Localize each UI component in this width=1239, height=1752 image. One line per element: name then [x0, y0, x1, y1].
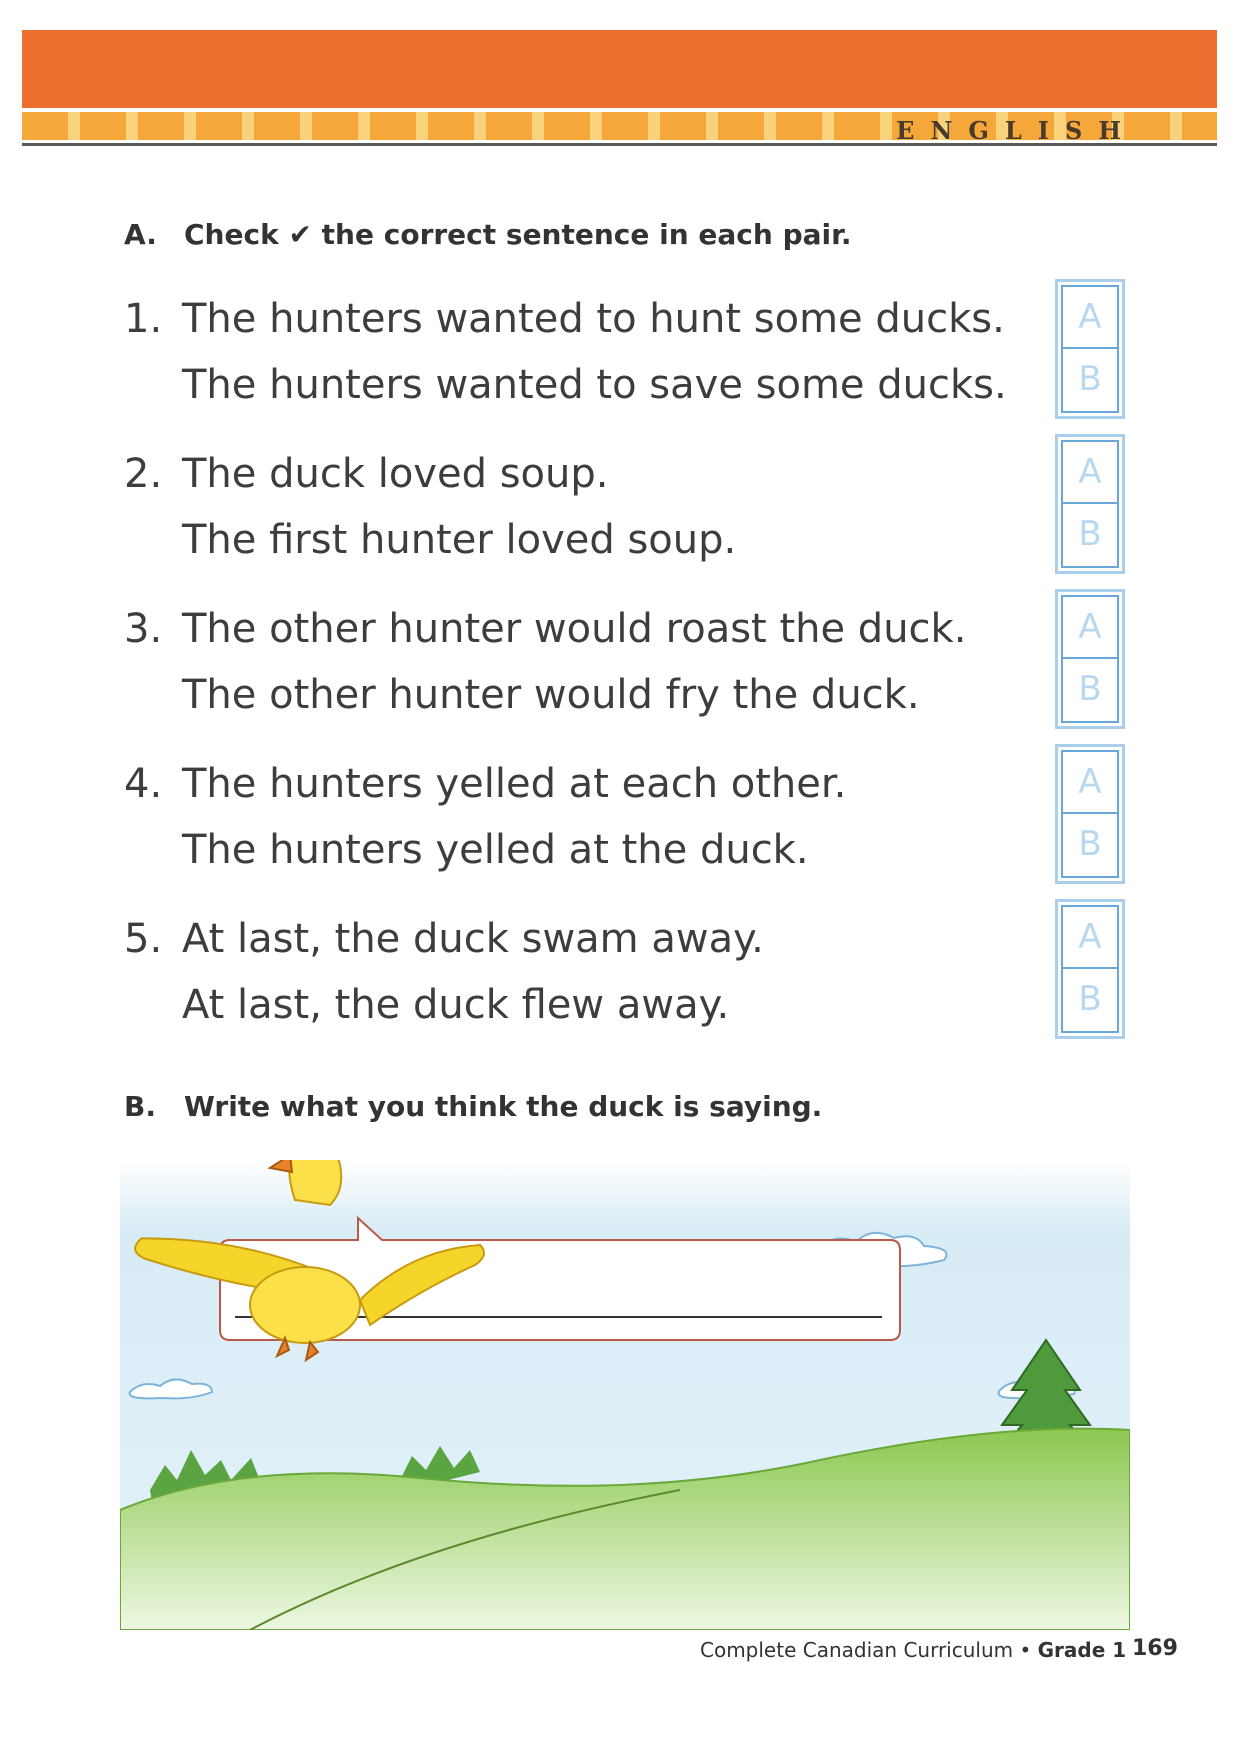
section-a-letter: A. [124, 218, 157, 251]
question-5 [124, 906, 1044, 1038]
checkmark-icon: ✔ [288, 218, 312, 251]
page-number: 169 [1132, 1636, 1178, 1661]
sentence-b: The first hunter loved soup. [182, 517, 737, 563]
question-number: 3. [124, 606, 163, 652]
banner-orange-band [22, 30, 1217, 108]
choice-b-checkbox[interactable]: B [1078, 979, 1102, 1019]
question-number: 5. [124, 916, 163, 962]
question-1 [124, 286, 1044, 418]
sentence-b: The hunters wanted to save some ducks. [182, 362, 1007, 408]
sentence-b: The hunters yelled at the duck. [182, 827, 809, 873]
question-3 [124, 596, 1044, 728]
subject-label: ENGLISH [896, 116, 1137, 145]
choice-a-checkbox[interactable]: A [1063, 442, 1117, 504]
choice-b-checkbox[interactable]: B [1078, 514, 1102, 554]
sentence-b: The other hunter would fry the duck. [182, 672, 920, 718]
instruction-pre: Check [184, 218, 279, 251]
question-number: 1. [124, 296, 163, 342]
choice-a-checkbox[interactable]: A [1063, 752, 1117, 814]
question-4 [124, 751, 1044, 883]
section-a-heading [124, 218, 852, 251]
answer-box-3 [1055, 589, 1125, 729]
book-title: Complete Canadian Curriculum [700, 1638, 1014, 1662]
choice-a-checkbox[interactable]: A [1063, 597, 1117, 659]
sentence-a: The other hunter would roast the duck. [182, 606, 967, 652]
sentence-b: At last, the duck flew away. [182, 982, 730, 1028]
grade-label: Grade 1 [1037, 1638, 1127, 1662]
question-number: 4. [124, 761, 163, 807]
header-banner [22, 30, 1217, 150]
instruction-post: the correct sentence in each pair. [321, 218, 852, 251]
sentence-a: The hunters yelled at each other. [182, 761, 847, 807]
section-b-instruction: Write what you think the duck is saying. [184, 1090, 823, 1123]
sentence-a: The hunters wanted to hunt some ducks. [182, 296, 1005, 342]
choice-b-checkbox[interactable]: B [1078, 359, 1102, 399]
choice-b-checkbox[interactable]: B [1078, 669, 1102, 709]
question-number: 2. [124, 451, 163, 497]
answer-box-5 [1055, 899, 1125, 1039]
choice-b-checkbox[interactable]: B [1078, 824, 1102, 864]
section-b-letter: B. [124, 1090, 156, 1123]
bullet: • [1019, 1638, 1032, 1662]
footer-credit [700, 1638, 1126, 1662]
answer-box-2 [1055, 434, 1125, 574]
choice-a-checkbox[interactable]: A [1063, 287, 1117, 349]
answer-box-4 [1055, 744, 1125, 884]
sentence-a: The duck loved soup. [182, 451, 609, 497]
answer-box-1 [1055, 279, 1125, 419]
sentence-a: At last, the duck swam away. [182, 916, 764, 962]
duck-scene-illustration [120, 1160, 1130, 1630]
question-2 [124, 441, 1044, 573]
section-b-heading [124, 1090, 822, 1123]
choice-a-checkbox[interactable]: A [1063, 907, 1117, 969]
